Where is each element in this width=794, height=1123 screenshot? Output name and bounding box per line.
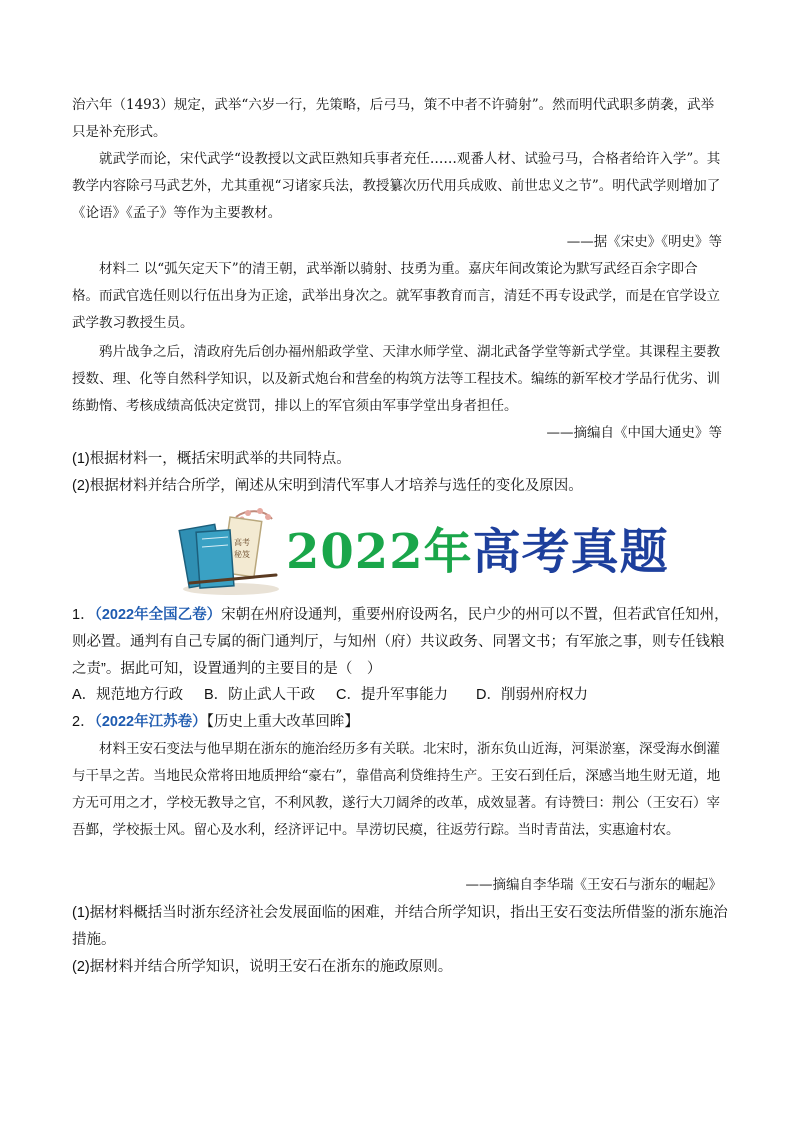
material1-line2: 只是补充形式。 [72, 124, 167, 140]
book-label-1: 高考 [234, 538, 250, 547]
book-label-2: 秘笈 [234, 550, 250, 559]
question-a-1: (1)根据材料一，概括宋明武举的共同特点。 [72, 451, 351, 467]
option-b[interactable]: B．防止武人干政 [204, 687, 316, 703]
question-2-source: ——摘编自李华瑞《王安石与浙东的崛起》 [465, 877, 722, 893]
question-2-tag: （2022年江苏卷） [94, 714, 207, 730]
material2-paragraph1: 材料二 以“弧矢定天下”的清王朝，武举渐以骑射、技勇为重。嘉庆年间改策论为默写武经百余字即合格。而武官选任则以行伍出身为正途，武举出身次之。就军事教育而言，清廷不再专设武学，而是在官学设立武学教习教授生员。 [72, 261, 720, 331]
banner-year: 2022年 [286, 524, 473, 580]
question-1-options [72, 682, 588, 709]
banner-heading: 高考真题 [472, 524, 669, 580]
material1-paragraph2: 就武学而论，宋代武学“设教授以文武臣熟知兵事者充任……观番人材、试验弓马，合格者给许入学”。其教学内容除弓马武艺外，尤其重视“习诸家兵法，教授纂次历代用兵成败、前世忠义之节”。明代武学则增加了《论语》《孟子》等作为主要教材。 [72, 151, 721, 221]
question-2-material: 材料王安石变法与他早期在浙东的施治经历多有关联。北宋时，浙东负山近海，河渠淤塞，深受海水倒灌与干旱之苦。当地民众常将田地质押给“豪右”，靠借高利贷维持生产。王安石到任后，深感当地生财无道，地方无可用之才，学校无教导之官，不利风教，遂行大刀阔斧的改革，成效显著。有诗赞曰：荆公（王安石）宰吾鄞，学校振士风。留心及水利，经济评记中。旱涝切民瘼，往返劳行踪。当时青苗法，实惠逾村农。 [72, 741, 721, 838]
material2-paragraph2: 鸦片战争之后，清政府先后创办福州船政学堂、天津水师学堂、湖北武备学堂等新式学堂。其课程主要教授数、理、化等自然科学知识，以及新式炮台和营垒的构筑方法等工程技术。编练的新军校才学品行优劣、训练勤惰、考核成绩高低决定赏罚，排以上的军官须由军事学堂出身者担任。 [72, 344, 720, 414]
question-2-sub1: (1)据材料概括当时浙东经济社会发展面临的困难，并结合所学知识，指出王安石变法所借鉴的浙东施治措施。 [72, 905, 728, 948]
book-stack-icon [176, 505, 286, 597]
material2-source: ——摘编自《中国大通史》等 [546, 425, 722, 441]
question-2-title: 【历史上重大改革回眸】 [206, 714, 359, 730]
option-d[interactable]: D．削弱州府权力 [476, 687, 588, 703]
question-2-number: 2． [72, 714, 95, 730]
question-1-text: 宋朝在州府设通判，重要州府设两名，民户少的州可以不置，但若武官任知州，则必置。通判有自己专属的衙门通判厅，与知州（府）共议政务、同署文书；有军旅之事，则专任钱粮之责”。据此可知，设置通判的主要目的是（ ） [72, 607, 729, 677]
question-1-number: 1． [72, 607, 95, 623]
question-2-header [72, 709, 732, 736]
question-1-tag: （2022年全国乙卷） [94, 607, 222, 623]
section-banner [176, 505, 669, 597]
banner-title [286, 513, 669, 582]
material1-source: ——据《宋史》《明史》等 [566, 234, 722, 250]
question-2-sub2: (2)据材料并结合所学知识，说明王安石在浙东的施政原则。 [72, 959, 453, 975]
question-a-2: (2)根据材料并结合所学，阐述从宋明到清代军事人才培养与选任的变化及原因。 [72, 478, 583, 494]
material1-line1: 治六年（1493）规定，武举“六岁一行，先策略，后弓马，策不中者不许骑射”。然而明代武职多荫袭，武举 [72, 97, 715, 113]
option-a[interactable]: A．规范地方行政 [72, 687, 184, 703]
question-1 [72, 602, 732, 683]
option-c[interactable]: C．提升军事能力 [336, 687, 448, 703]
